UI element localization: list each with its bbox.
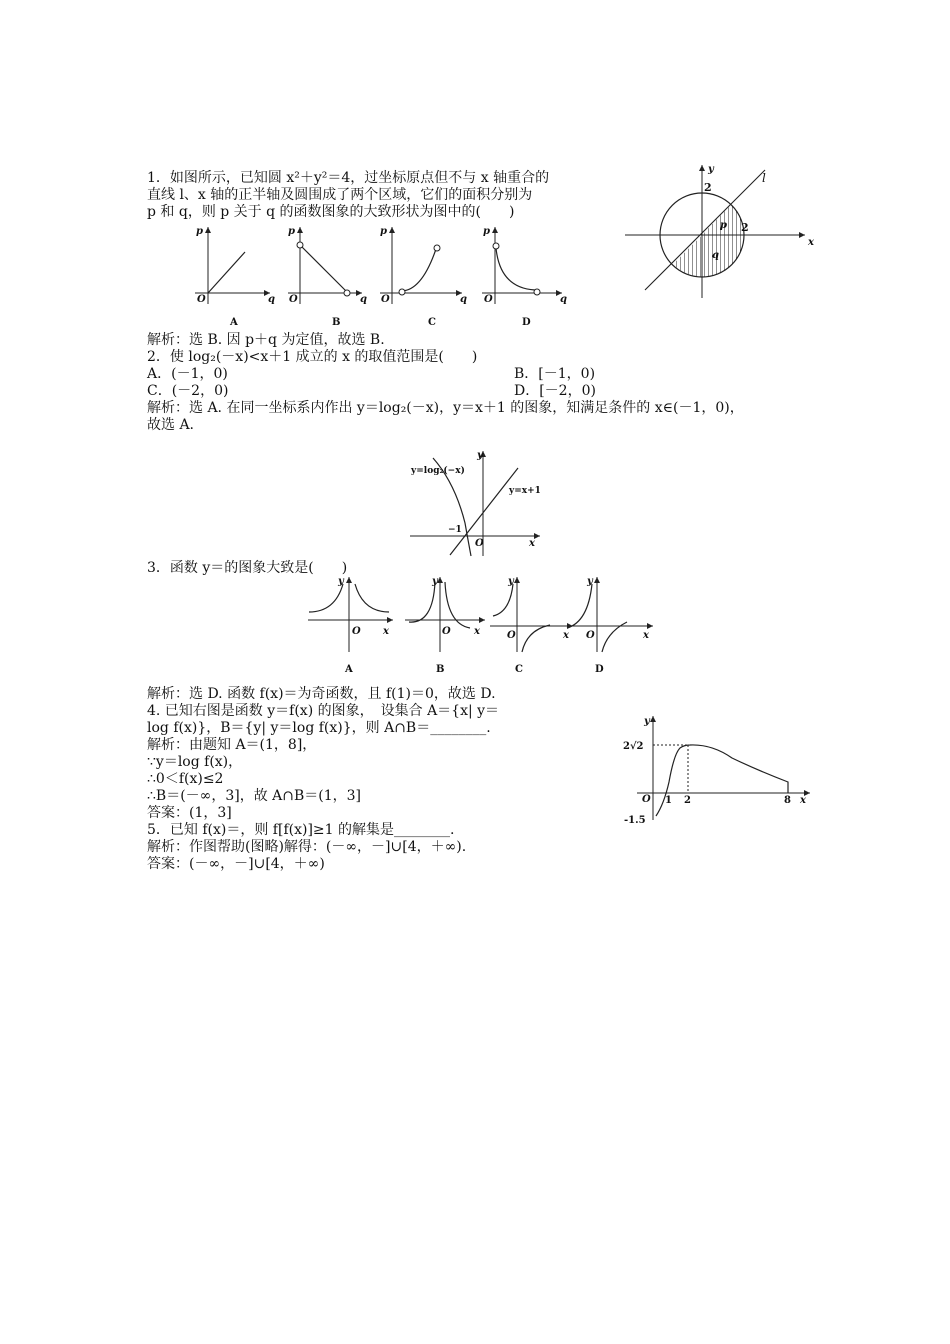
q2-fig-label-line: y=x+1 [509,486,541,496]
q1-graph-a-o: O [197,294,206,305]
q4-fig-label-t2: 2 [684,795,691,806]
q3-stem: 3．函数 y＝的图象大致是( ) [147,560,348,576]
q2-stem: 2．使 log₂(－x)<x＋1 成立的 x 的取值范围是( ) [147,349,478,365]
q3-graph-d-o: O [586,630,595,641]
q2-option-d: D．[－2，0) [514,383,596,399]
q1-fig-label-p: p [720,220,727,231]
q3-graph-c [490,576,573,675]
q2-fig-label-o: O [475,538,484,549]
q1-fig-label-two-x: 2 [741,221,749,234]
q4-fig-label-t1: 1 [665,795,672,806]
q1-graph-a-q: q [268,294,275,305]
q3-option-graphs [305,572,665,682]
q3-graph-c-label: C [515,664,523,675]
q1-graph-d [482,226,567,328]
q4-analysis-line4: ∴B＝(－∞，3]，故 A∩B＝(1，3] [147,788,362,804]
q3-graph-d-x: x [643,630,649,641]
q3-graph-d-label: D [595,664,604,675]
q2-fig-label-neg1: −1 [448,525,462,535]
q3-graph-d-y: y [587,576,593,587]
q4-line1: 4. 已知右图是函数 y＝f(x) 的图象， 设集合 A＝{x| y＝ [147,703,500,719]
q2-fig-label-y: y [477,450,483,461]
q3-graph-a-label: A [345,664,353,675]
q1-fig-label-y: y [708,164,714,175]
q2-fig-label-log: y=log₂(−x) [411,466,465,476]
q1-fig-label-x: x [808,237,814,248]
q5-answer: 答案：(－∞，－]∪[4，＋∞) [147,856,325,872]
q2-analysis-line2: 故选 A. [147,417,195,433]
q5-analysis: 解析：作图帮助(图略)解得：(－∞，－]∪[4，＋∞). [147,839,467,855]
q1-fig-label-two-y: 2 [704,181,712,194]
q3-graph-b-x: x [474,626,480,637]
q4-fig-label-t8: 8 [784,795,791,806]
q1-graph-b-q: q [360,294,367,305]
q3-graph-d [565,576,653,675]
q4-analysis-line1: 解析：由题知 A＝(1，8]， [147,737,317,753]
q2-analysis-line1: 解析：选 A. 在同一坐标系内作出 y＝log₂(－x)，y＝x＋1 的图象，知满足条件的 x∈(－1，0)， [147,400,744,416]
q1-fig-label-l: l [762,171,766,185]
q1-graph-d-q: q [560,294,567,305]
q1-graph-c-label: C [428,317,436,328]
q1-graph-a-label: A [230,317,238,328]
q1-circle-figure [620,160,820,300]
q2-fig-label-x: x [529,538,535,549]
q4-answer: 答案：(1，3] [147,805,232,821]
q1-text-line1: 1．如图所示，已知圆 x²＋y²＝4，过坐标原点但不与 x 轴重合的 [147,170,550,186]
q1-text-line3: p 和 q，则 p 关于 q 的函数图象的大致形状为图中的( ) [147,204,515,220]
q1-graph-c-o: O [381,294,390,305]
q1-graph-b [288,226,367,328]
q1-option-graphs [190,222,580,332]
q1-fig-label-q: q [712,250,719,261]
q2-option-a: A．(－1，0) [147,366,228,382]
q5-stem: 5．已知 f(x)＝，则 f[f(x)]≥1 的解集是________. [147,822,455,838]
q3-analysis: 解析：选 D. 函数 f(x)＝为奇函数，且 f(1)＝0，故选 D. [147,686,496,702]
q1-graph-a-p: p [196,226,203,237]
q1-text-line2: 直线 l、x 轴的正半轴及圆围成了两个区域，它们的面积分别为 [147,187,533,203]
q1-graph-c [380,226,467,328]
q3-graph-b [405,576,485,675]
q1-graph-b-p: p [288,226,295,237]
q1-graph-a [195,226,275,328]
q3-graph-b-o: O [442,626,451,637]
q4-analysis-line3: ∴0＜f(x)≤2 [147,771,224,787]
q1-graph-d-o: O [484,294,493,305]
q1-graph-b-label: B [332,317,341,328]
q3-graph-c-x: x [563,630,569,641]
q4-fig-label-bottom: -1.5 [624,815,646,826]
q4-fig-label-o: O [642,794,651,805]
q3-graph-a-y: y [338,576,344,587]
q1-analysis: 解析：选 B. 因 p＋q 为定值，故选 B. [147,332,385,348]
q4-line2: log f(x)}，B＝{y| y＝log f(x)}，则 A∩B＝________. [147,720,491,736]
q1-graph-d-label: D [522,317,531,328]
q3-graph-c-y: y [508,576,514,587]
q4-figure [622,712,814,828]
q4-fig-label-top: 2√2 [623,741,644,752]
q3-graph-b-label: B [436,664,445,675]
q1-graph-b-o: O [289,294,298,305]
q4-fig-label-x: x [800,795,806,806]
q1-graph-c-p: p [380,226,387,237]
q1-graph-d-p: p [483,226,490,237]
q3-graph-a-o: O [352,626,361,637]
q3-graph-a-x: x [383,626,389,637]
q4-fig-label-y: y [644,716,650,727]
q3-graph-c-o: O [507,630,516,641]
q2-figure [405,448,545,558]
q2-option-b: B．[－1，0) [514,366,596,382]
q3-graph-b-y: y [432,576,438,587]
q2-option-c: C．(－2，0) [147,383,229,399]
q3-graph-a [308,576,393,675]
q1-graph-c-q: q [460,294,467,305]
q4-analysis-line2: ∵y＝log f(x)， [147,754,243,770]
